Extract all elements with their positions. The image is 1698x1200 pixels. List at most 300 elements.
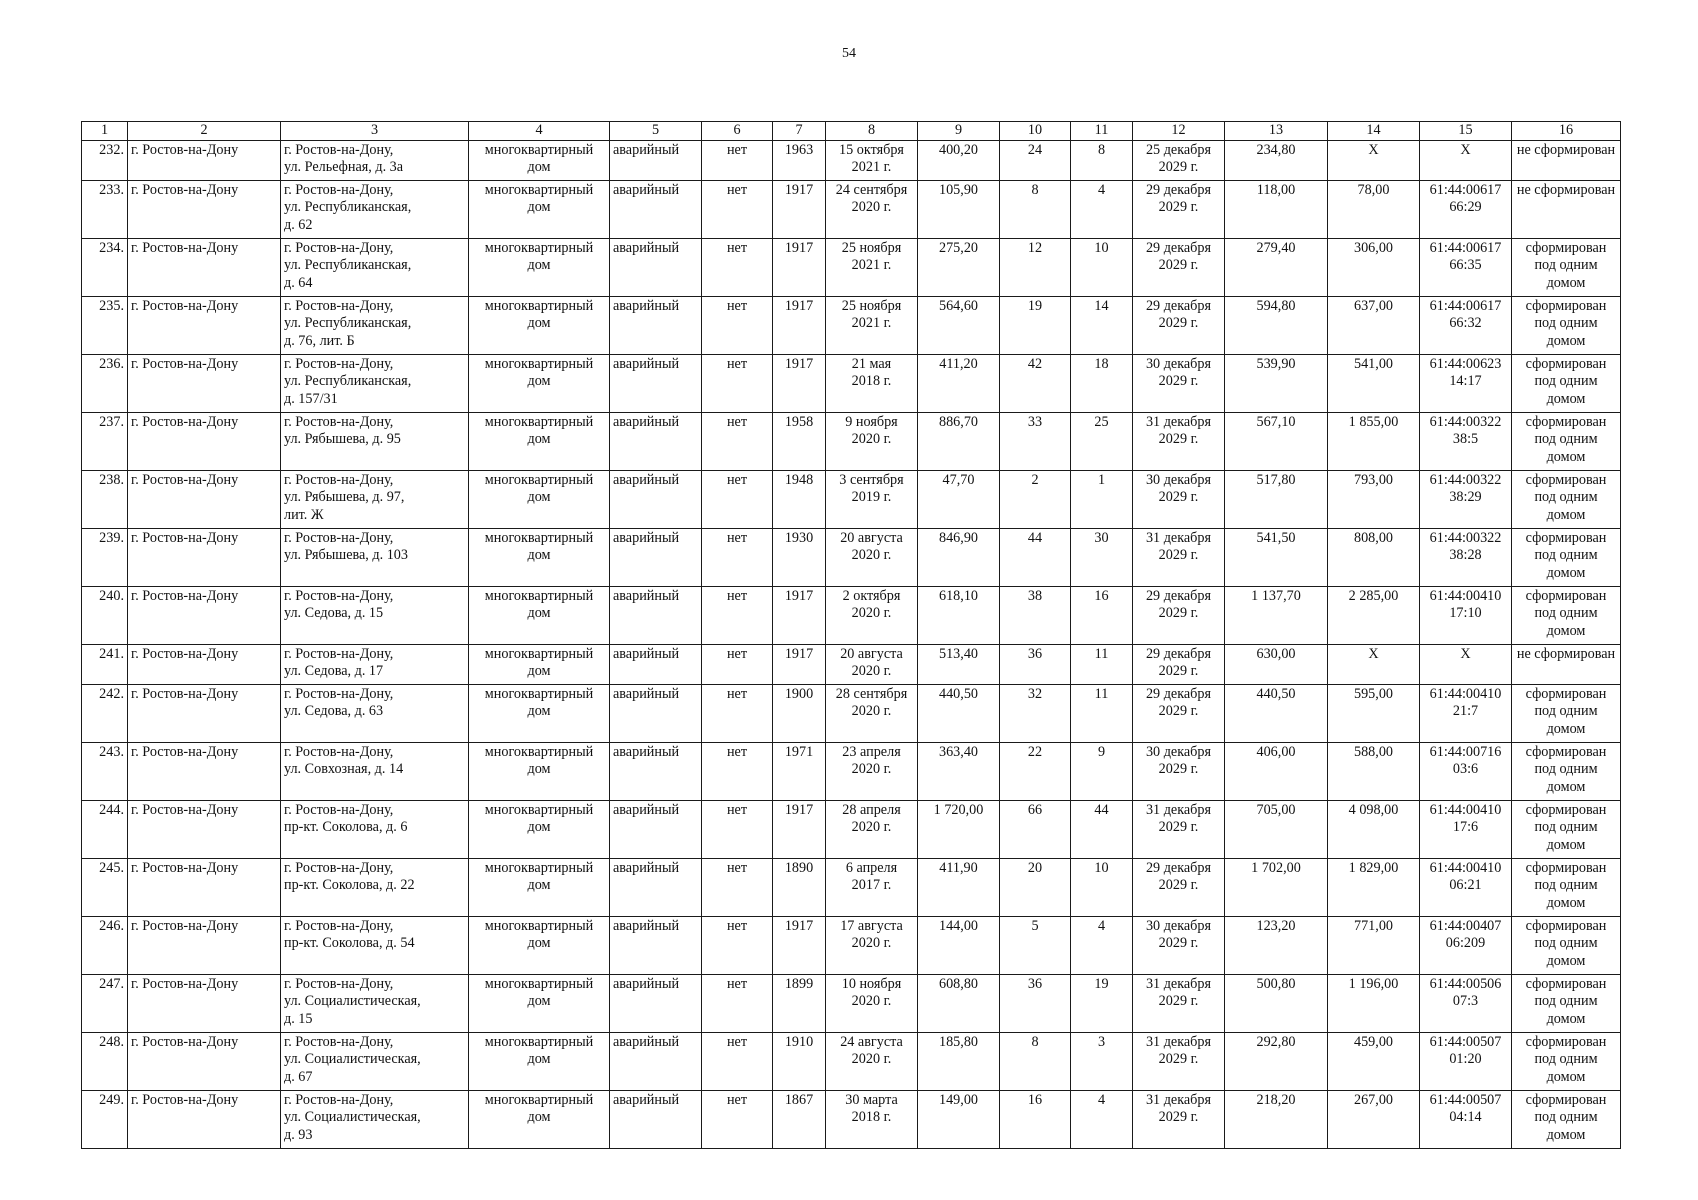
table-row	[82, 916, 1621, 974]
column-6-cell: нет	[702, 974, 773, 1032]
table-row	[82, 586, 1621, 644]
cadastral-number-cell	[1420, 916, 1512, 974]
cell-line: под одним	[1534, 373, 1598, 389]
municipality-cell: г. Ростов-на-Дону	[128, 644, 281, 684]
column-14-cell: 637,00	[1328, 296, 1420, 354]
cell-line: г. Ростов-на-Дону,	[284, 413, 394, 430]
column-11-cell: 44	[1071, 800, 1133, 858]
column-14-cell: 595,00	[1328, 684, 1420, 742]
cell-line: 24 сентября	[835, 181, 908, 198]
cell-line: г. Ростов-на-Дону,	[284, 471, 394, 488]
cell-line: домом	[1546, 274, 1586, 291]
column-14-cell: 2 285,00	[1328, 586, 1420, 644]
planned-date-cell	[1133, 1090, 1225, 1148]
cell-line: 2019 г.	[851, 489, 892, 505]
cell-line: 2029 г.	[1158, 257, 1199, 273]
building-type-cell	[469, 528, 610, 586]
cell-line: 61:44:00322	[1429, 471, 1502, 488]
column-6-cell: нет	[702, 858, 773, 916]
cell-line: не сформирован	[1516, 645, 1616, 662]
cadastral-number-cell	[1420, 354, 1512, 412]
cell-line: 2029 г.	[1158, 877, 1199, 893]
cell-line: 15 октября	[839, 141, 904, 158]
column-6-cell: нет	[702, 586, 773, 644]
cell-line: г. Ростов-на-Дону,	[284, 859, 394, 876]
municipality-cell: г. Ростов-на-Дону	[128, 800, 281, 858]
land-plot-status-cell	[1512, 644, 1621, 684]
cell-line: г. Ростов-на-Дону,	[284, 917, 394, 934]
cell-line: сформирован	[1525, 239, 1607, 256]
cell-line: 25 ноября	[841, 297, 902, 314]
cell-line: дом	[527, 431, 551, 447]
cell-line: ул. Седова, д. 63	[284, 703, 384, 719]
cell-line: дом	[527, 199, 551, 215]
column-11-cell: 4	[1071, 916, 1133, 974]
area-cell: 1 720,00	[918, 800, 1000, 858]
recognition-date-cell	[826, 470, 918, 528]
column-6-cell: нет	[702, 644, 773, 684]
cell-line: 29 декабря	[1145, 297, 1212, 314]
municipality-cell: г. Ростов-на-Дону	[128, 916, 281, 974]
land-plot-status-cell	[1512, 916, 1621, 974]
table-row	[82, 238, 1621, 296]
building-type-cell	[469, 742, 610, 800]
cell-line: ул. Рябышева, д. 97,	[284, 489, 405, 505]
cell-line: г. Ростов-на-Дону,	[284, 239, 394, 256]
cell-line: 61:44:00507	[1429, 1033, 1502, 1050]
cell-line: дом	[527, 993, 551, 1009]
cell-line: многоквартирный	[484, 529, 594, 546]
planned-date-cell	[1133, 742, 1225, 800]
column-13-cell: 123,20	[1225, 916, 1328, 974]
cell-line: 20 августа	[840, 645, 903, 662]
cell-line: 31 декабря	[1145, 413, 1212, 430]
cell-line: 2021 г.	[851, 159, 892, 175]
cell-line: 2029 г.	[1158, 159, 1199, 175]
cell-line: 31 декабря	[1145, 801, 1212, 818]
cell-line: 2020 г.	[851, 935, 892, 951]
cell-line: г. Ростов-на-Дону,	[284, 529, 394, 546]
area-cell: 47,70	[918, 470, 1000, 528]
build-year-cell: 1890	[773, 858, 826, 916]
column-11-cell: 8	[1071, 140, 1133, 180]
condition-cell: аварийный	[610, 916, 702, 974]
cell-line: не сформирован	[1516, 181, 1616, 198]
condition-cell: аварийный	[610, 238, 702, 296]
cell-line: 3 сентября	[839, 471, 904, 488]
cell-line: 23 апреля	[842, 743, 901, 760]
row-number-cell: 245.	[82, 858, 128, 916]
cell-line: под одним	[1534, 605, 1598, 621]
column-14-cell: 4 098,00	[1328, 800, 1420, 858]
column-11-cell: 19	[1071, 974, 1133, 1032]
cadastral-number-cell	[1420, 528, 1512, 586]
cell-line: дом	[527, 159, 551, 175]
land-plot-status-cell	[1512, 858, 1621, 916]
cell-line: 10 ноября	[841, 975, 902, 992]
table-row	[82, 354, 1621, 412]
building-type-cell	[469, 140, 610, 180]
cell-line: X	[1460, 141, 1471, 158]
header-row	[82, 122, 1621, 141]
land-plot-status-cell	[1512, 800, 1621, 858]
cell-line: г. Ростов-на-Дону,	[284, 355, 394, 372]
cadastral-number-cell	[1420, 586, 1512, 644]
column-header: 4	[469, 122, 610, 141]
cell-line: 2029 г.	[1158, 315, 1199, 331]
municipality-cell: г. Ростов-на-Дону	[128, 296, 281, 354]
area-cell: 149,00	[918, 1090, 1000, 1148]
cell-line: сформирован	[1525, 743, 1607, 760]
cell-line: домом	[1546, 332, 1586, 349]
table-row	[82, 742, 1621, 800]
cell-line: под одним	[1534, 1109, 1598, 1125]
cell-line: 66:32	[1449, 315, 1482, 331]
cell-line: 38:28	[1449, 547, 1482, 563]
cell-line: 31 декабря	[1145, 1033, 1212, 1050]
cell-line: 66:29	[1449, 199, 1482, 215]
cell-line: 2020 г.	[851, 1051, 892, 1067]
planned-date-cell	[1133, 140, 1225, 180]
area-cell: 886,70	[918, 412, 1000, 470]
cell-line: д. 15	[284, 1010, 313, 1027]
row-number-cell: 240.	[82, 586, 128, 644]
cell-line: 2029 г.	[1158, 1109, 1199, 1125]
land-plot-status-cell	[1512, 238, 1621, 296]
row-number-cell: 233.	[82, 180, 128, 238]
cell-line: 24 августа	[840, 1033, 903, 1050]
column-11-cell: 18	[1071, 354, 1133, 412]
cell-line: д. 157/31	[284, 390, 338, 407]
cell-line: под одним	[1534, 935, 1598, 951]
planned-date-cell	[1133, 296, 1225, 354]
cell-line: 61:44:00623	[1429, 355, 1502, 372]
land-plot-status-cell	[1512, 140, 1621, 180]
column-10-cell: 2	[1000, 470, 1071, 528]
cell-line: 30 декабря	[1145, 917, 1212, 934]
building-type-cell	[469, 974, 610, 1032]
municipality-cell: г. Ростов-на-Дону	[128, 742, 281, 800]
column-10-cell: 22	[1000, 742, 1071, 800]
recognition-date-cell	[826, 684, 918, 742]
cell-line: 30 декабря	[1145, 355, 1212, 372]
address-cell	[281, 140, 469, 180]
column-header: 2	[128, 122, 281, 141]
area-cell: 105,90	[918, 180, 1000, 238]
cell-line: дом	[527, 819, 551, 835]
area-cell: 618,10	[918, 586, 1000, 644]
cell-line: ул. Седова, д. 15	[284, 605, 384, 621]
cell-line: 61:44:00407	[1429, 917, 1502, 934]
cell-line: 2020 г.	[851, 703, 892, 719]
cell-line: домом	[1546, 1010, 1586, 1027]
column-11-cell: 14	[1071, 296, 1133, 354]
column-14-cell: 793,00	[1328, 470, 1420, 528]
recognition-date-cell	[826, 354, 918, 412]
column-14-cell: X	[1328, 140, 1420, 180]
row-number-cell: 248.	[82, 1032, 128, 1090]
column-14-cell: 459,00	[1328, 1032, 1420, 1090]
municipality-cell: г. Ростов-на-Дону	[128, 528, 281, 586]
address-cell	[281, 238, 469, 296]
column-header: 15	[1420, 122, 1512, 141]
cell-line: г. Ростов-на-Дону,	[284, 743, 394, 760]
cell-line: домом	[1546, 836, 1586, 853]
condition-cell: аварийный	[610, 296, 702, 354]
building-type-cell	[469, 180, 610, 238]
cadastral-number-cell	[1420, 742, 1512, 800]
column-11-cell: 4	[1071, 1090, 1133, 1148]
address-cell	[281, 586, 469, 644]
municipality-cell: г. Ростов-на-Дону	[128, 470, 281, 528]
column-header: 13	[1225, 122, 1328, 141]
cell-line: домом	[1546, 506, 1586, 523]
build-year-cell: 1917	[773, 916, 826, 974]
column-11-cell: 9	[1071, 742, 1133, 800]
cell-line: 2020 г.	[851, 605, 892, 621]
cadastral-number-cell	[1420, 180, 1512, 238]
cell-line: 38:29	[1449, 489, 1482, 505]
address-cell	[281, 800, 469, 858]
cell-line: г. Ростов-на-Дону,	[284, 1033, 394, 1050]
build-year-cell: 1971	[773, 742, 826, 800]
cell-line: сформирован	[1525, 587, 1607, 604]
column-14-cell: 1 829,00	[1328, 858, 1420, 916]
building-type-cell	[469, 586, 610, 644]
cell-line: сформирован	[1525, 297, 1607, 314]
cell-line: д. 67	[284, 1068, 313, 1085]
table-row	[82, 858, 1621, 916]
area-cell: 400,20	[918, 140, 1000, 180]
planned-date-cell	[1133, 180, 1225, 238]
cell-line: 2020 г.	[851, 431, 892, 447]
cell-line: 61:44:00410	[1429, 685, 1502, 702]
municipality-cell: г. Ростов-на-Дону	[128, 412, 281, 470]
building-type-cell	[469, 1032, 610, 1090]
recognition-date-cell	[826, 916, 918, 974]
land-plot-status-cell	[1512, 742, 1621, 800]
condition-cell: аварийный	[610, 684, 702, 742]
column-13-cell: 500,80	[1225, 974, 1328, 1032]
column-14-cell: X	[1328, 644, 1420, 684]
build-year-cell: 1917	[773, 644, 826, 684]
cell-line: многоквартирный	[484, 587, 594, 604]
column-header: 14	[1328, 122, 1420, 141]
cell-line: сформирован	[1525, 975, 1607, 992]
cell-line: 31 декабря	[1145, 529, 1212, 546]
municipality-cell: г. Ростов-на-Дону	[128, 140, 281, 180]
land-plot-status-cell	[1512, 974, 1621, 1032]
cell-line: 38:5	[1452, 431, 1479, 447]
building-type-cell	[469, 858, 610, 916]
column-6-cell: нет	[702, 412, 773, 470]
build-year-cell: 1917	[773, 800, 826, 858]
column-6-cell: нет	[702, 528, 773, 586]
table-row	[82, 180, 1621, 238]
cell-line: не сформирован	[1516, 141, 1616, 158]
row-number-cell: 237.	[82, 412, 128, 470]
table-body	[82, 140, 1621, 1148]
cell-line: г. Ростов-на-Дону,	[284, 587, 394, 604]
column-11-cell: 25	[1071, 412, 1133, 470]
cell-line: ул. Совхозная, д. 14	[284, 761, 404, 777]
cell-line: 30 марта	[845, 1091, 898, 1108]
row-number-cell: 239.	[82, 528, 128, 586]
column-14-cell: 1 196,00	[1328, 974, 1420, 1032]
cadastral-number-cell	[1420, 974, 1512, 1032]
cadastral-number-cell	[1420, 238, 1512, 296]
cell-line: 2029 г.	[1158, 373, 1199, 389]
cell-line: сформирован	[1525, 1091, 1607, 1108]
cell-line: 17:6	[1452, 819, 1479, 835]
area-cell: 275,20	[918, 238, 1000, 296]
column-13-cell: 118,00	[1225, 180, 1328, 238]
municipality-cell: г. Ростов-на-Дону	[128, 858, 281, 916]
cell-line: ул. Седова, д. 17	[284, 663, 384, 679]
cell-line: 31 декабря	[1145, 975, 1212, 992]
municipality-cell: г. Ростов-на-Дону	[128, 354, 281, 412]
cell-line: под одним	[1534, 703, 1598, 719]
planned-date-cell	[1133, 644, 1225, 684]
column-6-cell: нет	[702, 140, 773, 180]
table-row	[82, 1032, 1621, 1090]
cell-line: многоквартирный	[484, 975, 594, 992]
column-14-cell: 771,00	[1328, 916, 1420, 974]
row-number-cell: 241.	[82, 644, 128, 684]
recognition-date-cell	[826, 180, 918, 238]
column-10-cell: 33	[1000, 412, 1071, 470]
cell-line: г. Ростов-на-Дону,	[284, 1091, 394, 1108]
municipality-cell: г. Ростов-на-Дону	[128, 1090, 281, 1148]
cell-line: дом	[527, 935, 551, 951]
cell-line: 2017 г.	[851, 877, 892, 893]
cell-line: 06:21	[1449, 877, 1482, 893]
row-number-cell: 242.	[82, 684, 128, 742]
column-13-cell: 292,80	[1225, 1032, 1328, 1090]
page-number: 54	[842, 46, 856, 61]
column-header: 3	[281, 122, 469, 141]
cell-line: 2029 г.	[1158, 993, 1199, 1009]
area-cell: 411,20	[918, 354, 1000, 412]
area-cell: 144,00	[918, 916, 1000, 974]
cell-line: домом	[1546, 564, 1586, 581]
table-row	[82, 412, 1621, 470]
column-6-cell: нет	[702, 180, 773, 238]
cell-line: 29 декабря	[1145, 645, 1212, 662]
cell-line: ул. Республиканская,	[284, 257, 412, 273]
recognition-date-cell	[826, 858, 918, 916]
column-10-cell: 36	[1000, 644, 1071, 684]
condition-cell: аварийный	[610, 1090, 702, 1148]
cell-line: сформирован	[1525, 471, 1607, 488]
address-cell	[281, 354, 469, 412]
column-13-cell: 440,50	[1225, 684, 1328, 742]
recognition-date-cell	[826, 528, 918, 586]
table-row	[82, 140, 1621, 180]
recognition-date-cell	[826, 974, 918, 1032]
building-type-cell	[469, 916, 610, 974]
cell-line: под одним	[1534, 431, 1598, 447]
column-6-cell: нет	[702, 742, 773, 800]
land-plot-status-cell	[1512, 1032, 1621, 1090]
building-type-cell	[469, 1090, 610, 1148]
land-plot-status-cell	[1512, 412, 1621, 470]
cell-line: домом	[1546, 390, 1586, 407]
cell-line: ул. Республиканская,	[284, 373, 412, 389]
cell-line: многоквартирный	[484, 1033, 594, 1050]
table-row	[82, 684, 1621, 742]
cell-line: многоквартирный	[484, 355, 594, 372]
build-year-cell: 1917	[773, 354, 826, 412]
cell-line: 25 декабря	[1145, 141, 1212, 158]
recognition-date-cell	[826, 296, 918, 354]
recognition-date-cell	[826, 586, 918, 644]
column-6-cell: нет	[702, 1032, 773, 1090]
address-cell	[281, 470, 469, 528]
cell-line: 20 августа	[840, 529, 903, 546]
address-cell	[281, 1090, 469, 1148]
build-year-cell: 1899	[773, 974, 826, 1032]
column-10-cell: 20	[1000, 858, 1071, 916]
column-13-cell: 567,10	[1225, 412, 1328, 470]
cell-line: сформирован	[1525, 917, 1607, 934]
cell-line: дом	[527, 605, 551, 621]
column-10-cell: 32	[1000, 684, 1071, 742]
cell-line: многоквартирный	[484, 645, 594, 662]
row-number-cell: 235.	[82, 296, 128, 354]
condition-cell: аварийный	[610, 180, 702, 238]
condition-cell: аварийный	[610, 742, 702, 800]
cell-line: 61:44:00507	[1429, 1091, 1502, 1108]
row-number-cell: 244.	[82, 800, 128, 858]
planned-date-cell	[1133, 974, 1225, 1032]
recognition-date-cell	[826, 140, 918, 180]
cell-line: 61:44:00617	[1429, 297, 1502, 314]
building-type-cell	[469, 412, 610, 470]
column-header: 11	[1071, 122, 1133, 141]
column-13-cell: 1 137,70	[1225, 586, 1328, 644]
cell-line: 21:7	[1452, 703, 1479, 719]
cell-line: многоквартирный	[484, 859, 594, 876]
cell-line: 21 мая	[851, 355, 892, 372]
address-cell	[281, 916, 469, 974]
cell-line: ул. Республиканская,	[284, 199, 412, 215]
planned-date-cell	[1133, 412, 1225, 470]
cell-line: домом	[1546, 720, 1586, 737]
column-header: 16	[1512, 122, 1621, 141]
cell-line: многоквартирный	[484, 743, 594, 760]
column-13-cell: 594,80	[1225, 296, 1328, 354]
column-6-cell: нет	[702, 354, 773, 412]
planned-date-cell	[1133, 528, 1225, 586]
cell-line: 2020 г.	[851, 761, 892, 777]
cell-line: 2020 г.	[851, 663, 892, 679]
recognition-date-cell	[826, 1090, 918, 1148]
address-cell	[281, 684, 469, 742]
cell-line: дом	[527, 489, 551, 505]
cell-line: многоквартирный	[484, 471, 594, 488]
planned-date-cell	[1133, 1032, 1225, 1090]
cadastral-number-cell	[1420, 644, 1512, 684]
planned-date-cell	[1133, 684, 1225, 742]
cell-line: под одним	[1534, 993, 1598, 1009]
column-10-cell: 44	[1000, 528, 1071, 586]
condition-cell: аварийный	[610, 528, 702, 586]
cell-line: сформирован	[1525, 801, 1607, 818]
cell-line: 2029 г.	[1158, 703, 1199, 719]
column-10-cell: 36	[1000, 974, 1071, 1032]
column-6-cell: нет	[702, 238, 773, 296]
